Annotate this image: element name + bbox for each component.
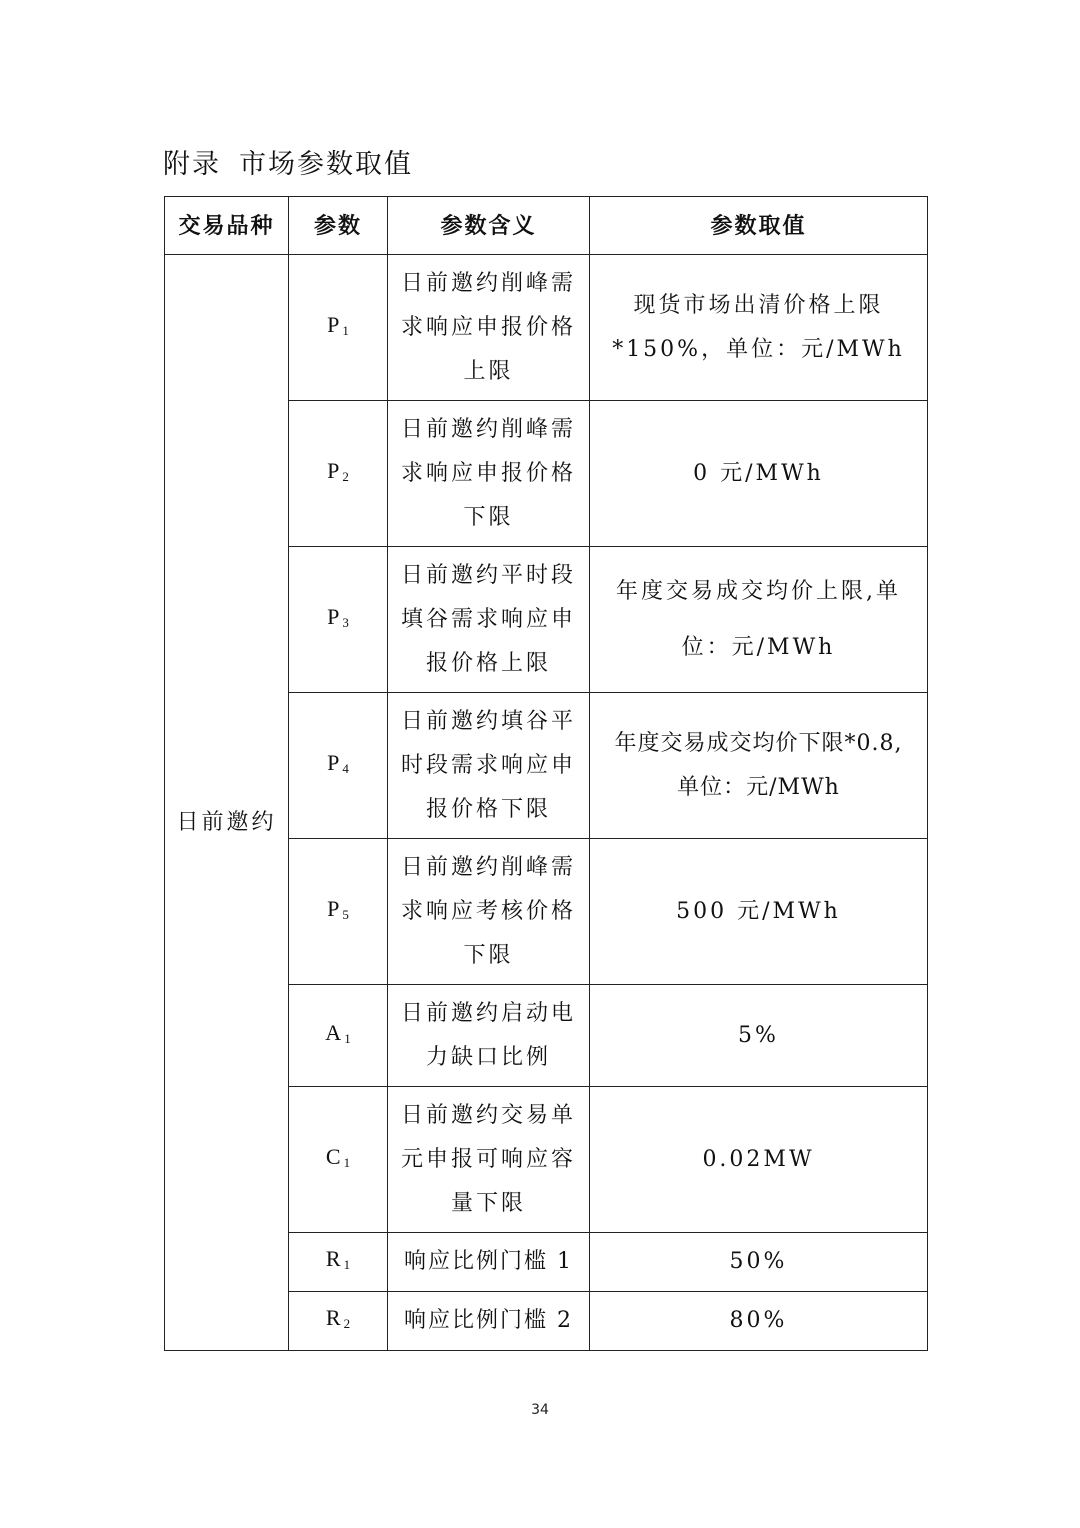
param-code: $C_1$: [289, 1087, 388, 1233]
table-row: [165, 255, 928, 401]
page-number: 34: [531, 1402, 549, 1418]
header-parameter: 参数: [289, 197, 388, 255]
param-value: [590, 1087, 928, 1233]
param-value: [590, 547, 928, 693]
param-meaning: 日前邀约平时段填谷需求响应申报价格上限: [388, 547, 590, 693]
value-line-2: *150%，单位：元/MWh: [612, 336, 905, 362]
value-line-2: 单位：元/MWh: [677, 774, 840, 800]
param-code: $P_5$: [289, 839, 388, 985]
category-cell: 日前邀约: [165, 255, 289, 1351]
param-value: [590, 839, 928, 985]
table-header-row: [165, 197, 928, 255]
param-meaning: 日前邀约削峰需求响应申报价格上限: [388, 255, 590, 401]
value-line-1: 年度交易成交均价上限,单: [616, 578, 901, 604]
param-value: [590, 255, 928, 401]
param-code: $P_4$: [289, 693, 388, 839]
value-line-1: 5%: [738, 1022, 779, 1048]
market-parameters-table: [164, 196, 928, 1351]
param-meaning: 日前邀约削峰需求响应申报价格下限: [388, 401, 590, 547]
param-code: $A_1$: [289, 985, 388, 1087]
appendix-title-text: 市场参数取值: [239, 149, 413, 180]
param-meaning: 响应比例门槛 2: [388, 1292, 590, 1351]
value-line-1: 500 元/MWh: [676, 898, 841, 924]
param-code: $P_2$: [289, 401, 388, 547]
value-line-1: 80%: [729, 1308, 788, 1333]
value-line-1: 0.02MW: [702, 1146, 815, 1172]
appendix-label: 附录: [163, 149, 221, 180]
header-trade-type: 交易品种: [165, 197, 289, 255]
param-value: [590, 985, 928, 1087]
value-line-1: 现货市场出清价格上限: [633, 292, 884, 318]
param-meaning: 日前邀约启动电力缺口比例: [388, 985, 590, 1087]
header-meaning: 参数含义: [388, 197, 590, 255]
header-value: 参数取值: [590, 197, 928, 255]
param-code: $R_1$: [289, 1233, 388, 1292]
param-value: [590, 1233, 928, 1292]
value-line-1: 年度交易成交均价下限*0.8,: [614, 730, 903, 756]
param-meaning: 日前邀约交易单元申报可响应容量下限: [388, 1087, 590, 1233]
param-value: [590, 1292, 928, 1351]
param-code: $P_1$: [289, 255, 388, 401]
value-line-1: 50%: [729, 1249, 788, 1274]
value-line-1: 0 元/MWh: [693, 460, 824, 486]
param-code: $P_3$: [289, 547, 388, 693]
appendix-title: [163, 142, 413, 181]
param-code: $R_2$: [289, 1292, 388, 1351]
param-meaning: 响应比例门槛 1: [388, 1233, 590, 1292]
param-value: [590, 693, 928, 839]
param-meaning: 日前邀约削峰需求响应考核价格下限: [388, 839, 590, 985]
param-meaning: 日前邀约填谷平时段需求响应申报价格下限: [388, 693, 590, 839]
value-line-2: 位：元/MWh: [681, 634, 836, 660]
param-value: [590, 401, 928, 547]
